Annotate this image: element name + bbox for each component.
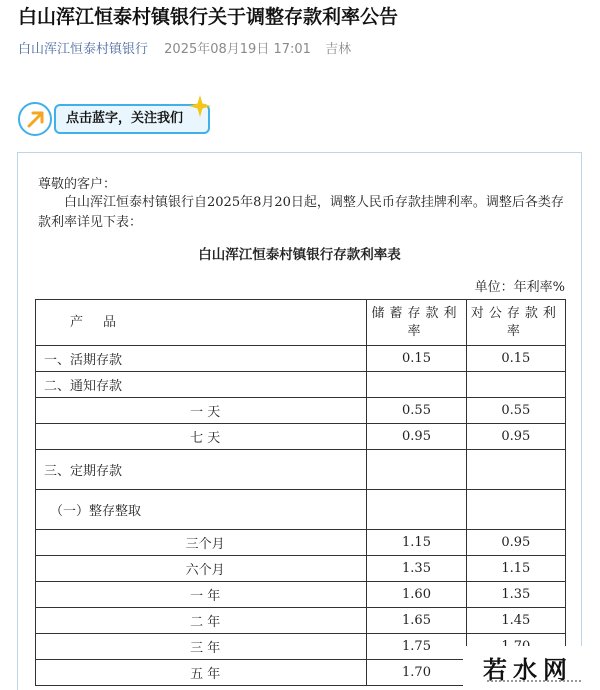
row-name: 三个月 xyxy=(36,530,367,556)
watermark-text: 若水网 xyxy=(483,656,573,684)
table-row xyxy=(36,346,566,372)
article-title: 白山浑江恒泰村镇银行关于调整存款利率公告 xyxy=(18,6,399,28)
article-meta xyxy=(18,38,351,57)
corporate-rate xyxy=(466,450,565,490)
follow-banner[interactable] xyxy=(16,94,216,140)
corporate-rate: 0.95 xyxy=(466,424,565,450)
watermark-underline xyxy=(487,680,581,682)
sparkle-star-icon xyxy=(188,94,212,118)
publish-location: 吉林 xyxy=(325,42,352,57)
corporate-rate: 0.55 xyxy=(466,398,565,424)
rate-table xyxy=(35,299,566,686)
corporate-rate: 0.15 xyxy=(466,346,565,372)
row-name: 三、定期存款 xyxy=(36,450,367,490)
savings-rate: 1.60 xyxy=(367,582,466,608)
row-name: 一、活期存款 xyxy=(36,346,367,372)
rate-unit: 单位：年利率% xyxy=(474,280,565,295)
row-name: 五 年 xyxy=(36,660,367,686)
row-name: 七 天 xyxy=(36,424,367,450)
arrow-circle xyxy=(18,102,52,136)
corporate-rate: 0.95 xyxy=(466,530,565,556)
table-row xyxy=(36,450,566,490)
savings-rate: 0.55 xyxy=(367,398,466,424)
table-row xyxy=(36,582,566,608)
header-corporate-rate: 对公存款利率 xyxy=(466,300,565,346)
savings-rate xyxy=(367,450,466,490)
table-row xyxy=(36,608,566,634)
site-watermark xyxy=(463,646,600,690)
header-product: 产品 xyxy=(36,300,367,346)
follow-us-button[interactable]: 点击蓝字，关注我们 xyxy=(54,104,210,134)
savings-rate xyxy=(367,490,466,530)
header-savings-rate: 储蓄存款利率 xyxy=(367,300,466,346)
row-name: 二、通知存款 xyxy=(36,372,367,398)
corporate-rate xyxy=(466,372,565,398)
arrow-icon xyxy=(25,108,47,130)
savings-rate xyxy=(367,372,466,398)
notice-greeting: 尊敬的客户： xyxy=(38,177,117,192)
notice-body: 白山浑江恒泰村镇银行自2025年8月20日起，调整人民币存款挂牌利率。调整后各类存款利率详见下表： xyxy=(38,195,564,230)
row-name: 六个月 xyxy=(36,556,367,582)
table-row xyxy=(36,398,566,424)
savings-rate: 1.35 xyxy=(367,556,466,582)
notice-document xyxy=(17,152,582,690)
table-row xyxy=(36,530,566,556)
row-name: 一 天 xyxy=(36,398,367,424)
corporate-rate: 1.35 xyxy=(466,582,565,608)
table-row xyxy=(36,372,566,398)
table-row xyxy=(36,424,566,450)
corporate-rate xyxy=(466,490,565,530)
table-row xyxy=(36,490,566,530)
table-header-row xyxy=(36,300,566,346)
table-row xyxy=(36,556,566,582)
publish-datetime: 2025年08月19日 17:01 xyxy=(164,42,311,57)
savings-rate: 0.95 xyxy=(367,424,466,450)
rate-table-title: 白山浑江恒泰村镇银行存款利率表 xyxy=(198,247,401,263)
corporate-rate: 1.15 xyxy=(466,556,565,582)
savings-rate: 1.15 xyxy=(367,530,466,556)
savings-rate: 1.70 xyxy=(367,660,466,686)
row-name: 一 年 xyxy=(36,582,367,608)
savings-rate: 1.75 xyxy=(367,634,466,660)
corporate-rate: 1.45 xyxy=(466,608,565,634)
savings-rate: 0.15 xyxy=(367,346,466,372)
row-name: 二 年 xyxy=(36,608,367,634)
account-name-link[interactable]: 白山浑江恒泰村镇银行 xyxy=(18,42,149,57)
row-name: （一）整存整取 xyxy=(36,490,367,530)
savings-rate: 1.65 xyxy=(367,608,466,634)
row-name: 三 年 xyxy=(36,634,367,660)
